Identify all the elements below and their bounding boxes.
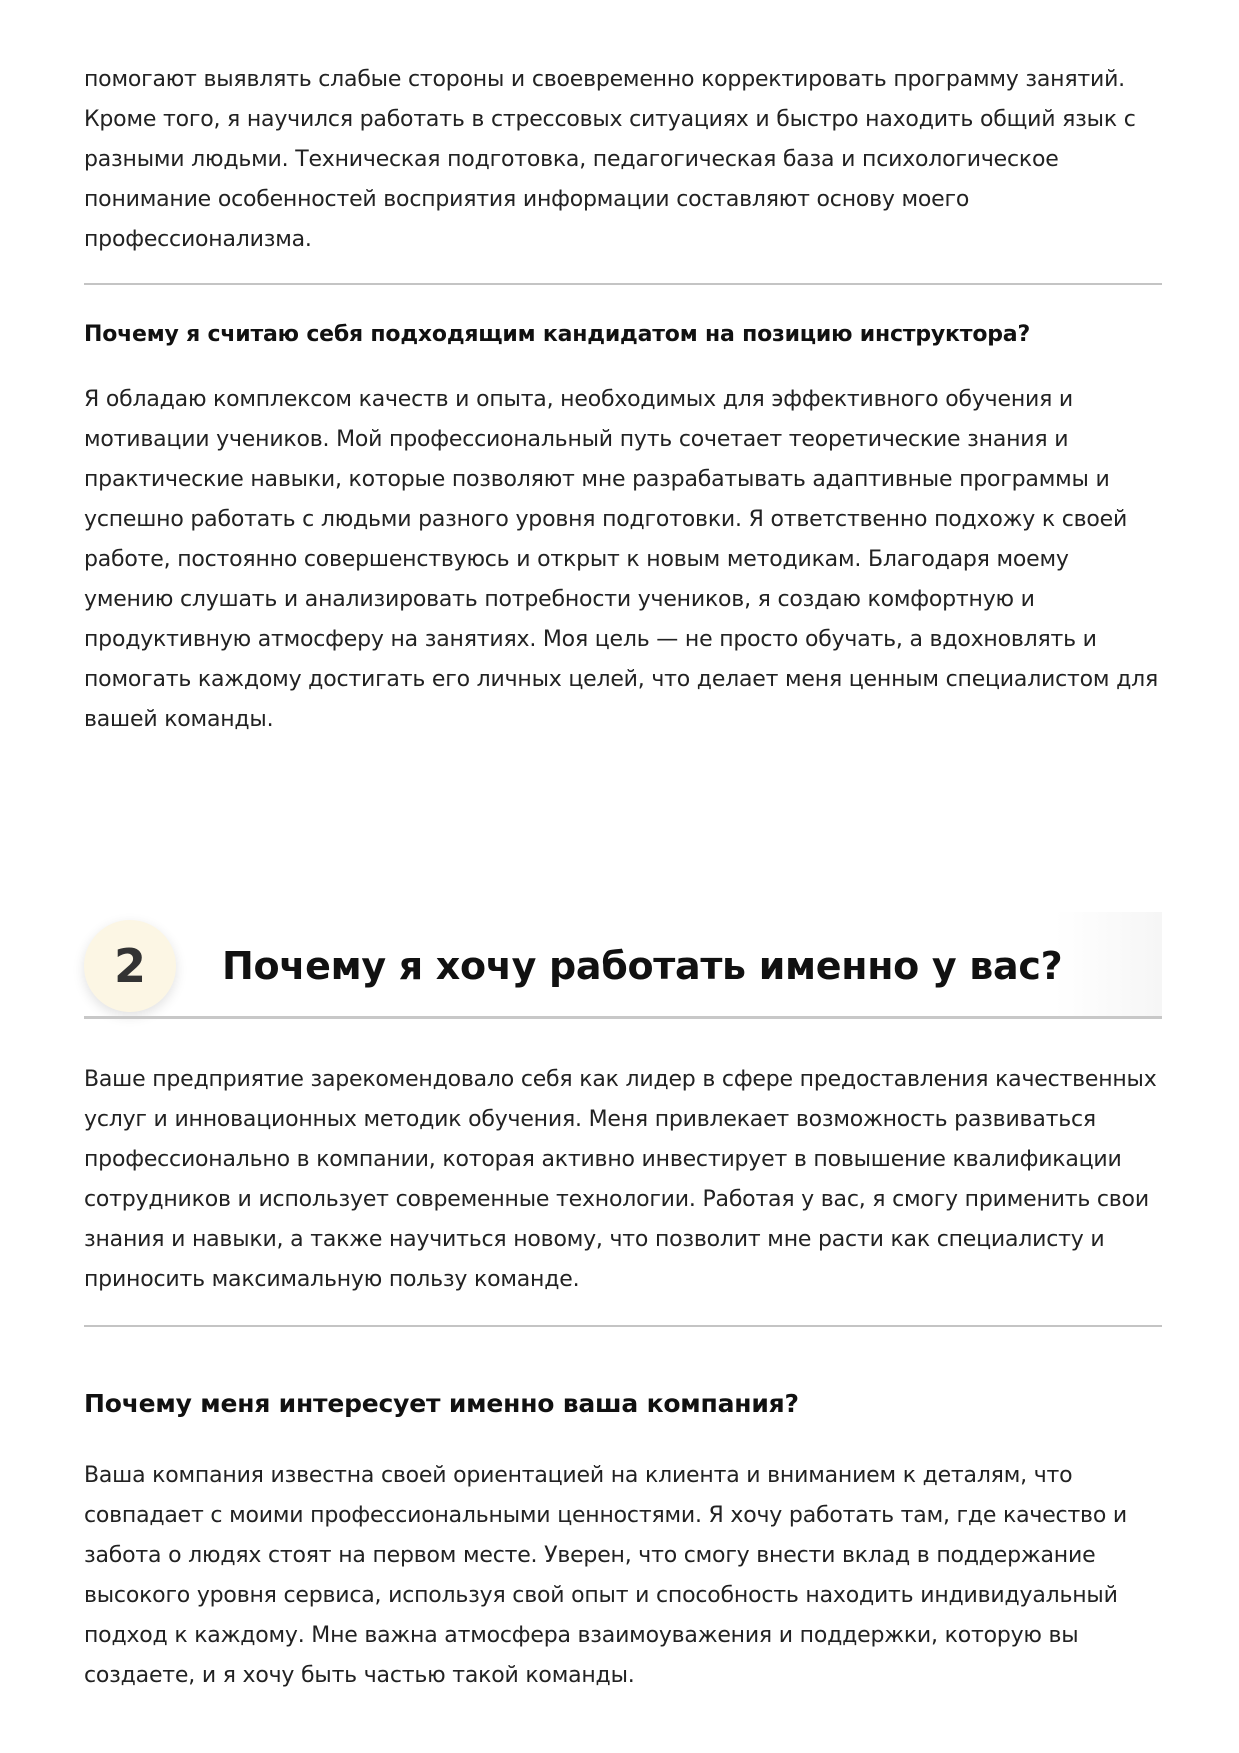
section1-question-answer: Я обладаю комплексом качеств и опыта, необходимых для эффективного обучения и мотивации учеников. Мой профессиональный путь сочетает теоретические знания и практические навыки, которые позволяют мне разрабатывать адаптивные программы и успешно работать с людьми разного уровня подготовки. Я ответственно подхожу к своей работе, постоянно совершенствуюсь и открыт к новым методикам. Благодаря моему умению слушать и анализировать потребности учеников, я создаю комфортную и продуктивную атмосферу на занятиях. Моя цель — не просто обучать, а вдохновлять и помогать каждому достигать его личных целей, что делает меня ценным специалистом для вашей команды. bbox=[84, 387, 1159, 732]
section1-intro-paragraph: помогают выявлять слабые стороны и своевременно корректировать программу занятий. Кроме того, я научился работать в стрессовых ситуациях и быстро находить общий язык с разными людьми. Техническая подготовка, педагогическая база и психологическое понимание особенностей восприятия информации составляют основу моего профессионализма. bbox=[84, 67, 1136, 252]
section1-question-heading: Почему я считаю себя подходящим кандидатом на позицию инструктора? bbox=[84, 322, 1031, 347]
section1-divider bbox=[84, 283, 1162, 285]
section2-question-heading: Почему меня интересует именно ваша компания? bbox=[84, 1389, 799, 1418]
section2-header bbox=[84, 912, 1162, 1016]
section2-divider bbox=[84, 1325, 1162, 1327]
section-number-badge: 2 bbox=[84, 920, 176, 1012]
section2-intro-paragraph: Ваше предприятие зарекомендовало себя как лидер в сфере предоставления качественных услуг и инновационных методик обучения. Меня привлекает возможность развиваться профессионально в компании, которая активно инвестирует в повышение квалификации сотрудников и использует современные технологии. Работая у вас, я смогу применить свои знания и навыки, а также научиться новому, что позволит мне расти как специалисту и приносить максимальную пользу команде. bbox=[84, 1067, 1157, 1292]
section2-title: Почему я хочу работать именно у вас? bbox=[222, 944, 1063, 988]
section2-question-answer: Ваша компания известна своей ориентацией на клиента и вниманием к деталям, что совпадает с моими профессиональными ценностями. Я хочу работать там, где качество и забота о людях стоят на первом месте. Уверен, что смогу внести вклад в поддержание высокого уровня сервиса, используя свой опыт и способность находить индивидуальный подход к каждому. Мне важна атмосфера взаимоуважения и поддержки, которую вы создаете, и я хочу быть частью такой команды. bbox=[84, 1463, 1127, 1688]
section2-header-divider bbox=[84, 1016, 1162, 1019]
